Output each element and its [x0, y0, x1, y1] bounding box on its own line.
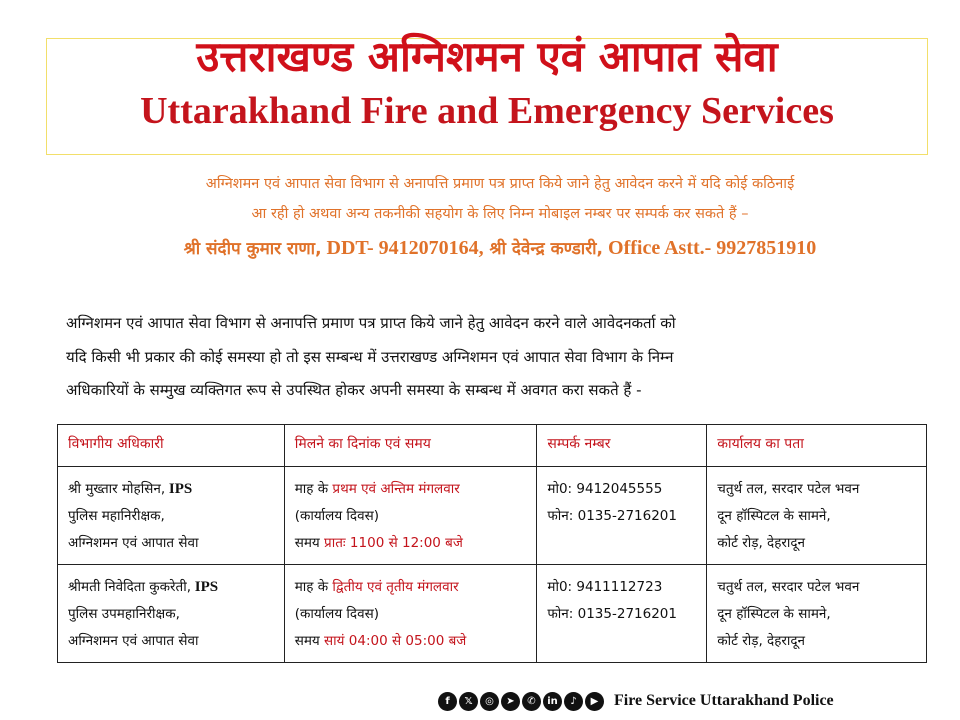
- meet-note: (कार्यालय दिवस): [294, 508, 379, 524]
- officer-cell: [58, 467, 285, 565]
- help-text-line1: अग्निशमन एवं आपात सेवा विभाग से अनापत्ति प्रमाण पत्र प्राप्त किये जाने हेतु आवेदन करने में यदि कोई कठिनाई: [205, 176, 795, 192]
- officer-name: श्री मुख्तार मोहसिन,: [68, 481, 166, 497]
- meeting-cell: [284, 565, 537, 663]
- address-line2: दून हॉस्पिटल के सामने,: [717, 606, 831, 622]
- intro-line3: अधिकारियों के सम्मुख व्यक्तिगत रूप से उपस्थित होकर अपनी समस्या के सम्बन्ध में अवगत करा सकते हैं -: [66, 381, 642, 399]
- officer-suffix: IPS: [165, 481, 193, 497]
- phone-number: फोन: 0135-2716201: [547, 508, 677, 524]
- intro-line2: यदि किसी भी प्रकार की कोई समस्या हो तो इस सम्बन्ध में उत्तराखण्ड अग्निशमन एवं आपात सेवा विभाग के निम्न: [66, 348, 674, 366]
- title-hindi: उत्तराखण्ड अग्निशमन एवं आपात सेवा: [196, 32, 778, 81]
- meet-note: (कार्यालय दिवस): [294, 606, 379, 622]
- officer-suffix: IPS: [191, 579, 219, 595]
- facebook-icon[interactable]: f: [438, 692, 457, 711]
- header-address: कार्यालय का पता: [707, 425, 927, 467]
- contact2-role: Office Astt.- 9927851910: [603, 237, 817, 259]
- address-cell: [707, 565, 927, 663]
- address-line3: कोर्ट रोड़, देहरादून: [717, 633, 806, 649]
- table-row: [58, 467, 927, 565]
- header-officer: विभागीय अधिकारी: [58, 425, 285, 467]
- whatsapp-icon[interactable]: ✆: [522, 692, 541, 711]
- officer-dept: अग्निशमन एवं आपात सेवा: [68, 535, 199, 551]
- table-header-row: [58, 425, 927, 467]
- telegram-icon[interactable]: ➤: [501, 692, 520, 711]
- mobile-number: मो0: 9411112723: [547, 579, 663, 595]
- address-line1: चतुर्थ तल, सरदार पटेल भवन: [717, 481, 860, 497]
- time-value: सायं 04:00 से 05:00 बजे: [324, 633, 467, 649]
- help-contacts: [40, 236, 960, 260]
- officer-name: श्रीमती निवेदिता कुकरेती,: [68, 579, 191, 595]
- mobile-number: मो0: 9412045555: [547, 481, 663, 497]
- officer-rank: पुलिस उपमहानिरीक्षक,: [68, 606, 180, 622]
- meet-days: द्वितीय एवं तृतीय मंगलवार: [332, 579, 459, 595]
- officer-dept: अग्निशमन एवं आपात सेवा: [68, 633, 199, 649]
- x-icon[interactable]: 𝕏: [459, 692, 478, 711]
- time-prefix: समय: [294, 633, 325, 649]
- officer-rank: पुलिस महानिरीक्षक,: [68, 508, 165, 524]
- meet-days: प्रथम एवं अन्तिम मंगलवार: [332, 481, 460, 497]
- officers-table: [57, 424, 927, 663]
- officer-cell: [58, 565, 285, 663]
- contact1-name: श्री संदीप कुमार राणा,: [183, 239, 322, 259]
- intro-line1: अग्निशमन एवं आपात सेवा विभाग से अनापत्ति प्रमाण पत्र प्राप्त किये जाने हेतु आवेदन करने वाले आवेदनकर्ता को: [66, 314, 676, 332]
- social-icons: [438, 692, 604, 711]
- time-prefix: समय: [294, 535, 325, 551]
- meeting-cell: [284, 467, 537, 565]
- contact2-name: श्री देवेन्द्र कण्डारी,: [483, 239, 604, 259]
- title-english: Uttarakhand Fire and Emergency Services: [140, 90, 834, 132]
- social-footer: [438, 688, 834, 714]
- address-line1: चतुर्थ तल, सरदार पटेल भवन: [717, 579, 860, 595]
- header-meeting-time: मिलने का दिनांक एवं समय: [284, 425, 537, 467]
- address-cell: [707, 467, 927, 565]
- linkedin-icon[interactable]: in: [543, 692, 562, 711]
- meet-prefix: माह के: [294, 481, 333, 497]
- youtube-icon[interactable]: ▶: [585, 692, 604, 711]
- phone-number: फोन: 0135-2716201: [547, 606, 677, 622]
- time-value: प्रातः 1100 से 12:00 बजे: [324, 535, 463, 551]
- tiktok-icon[interactable]: ♪: [564, 692, 583, 711]
- header-banner: [46, 32, 928, 155]
- contact1-role: DDT- 9412070164,: [321, 237, 484, 259]
- address-line2: दून हॉस्पिटल के सामने,: [717, 508, 831, 524]
- instagram-icon[interactable]: ◎: [480, 692, 499, 711]
- social-handle: Fire Service Uttarakhand Police: [614, 692, 834, 709]
- table-row: [58, 565, 927, 663]
- meet-prefix: माह के: [294, 579, 333, 595]
- help-text-line2: आ रही हो अथवा अन्य तकनीकी सहयोग के लिए निम्न मोबाइल नम्बर पर सम्पर्क कर सकते हैं –: [251, 206, 749, 222]
- address-line3: कोर्ट रोड़, देहरादून: [717, 535, 806, 551]
- header-contact: सम्पर्क नम्बर: [537, 425, 707, 467]
- contact-cell: [537, 565, 707, 663]
- contact-cell: [537, 467, 707, 565]
